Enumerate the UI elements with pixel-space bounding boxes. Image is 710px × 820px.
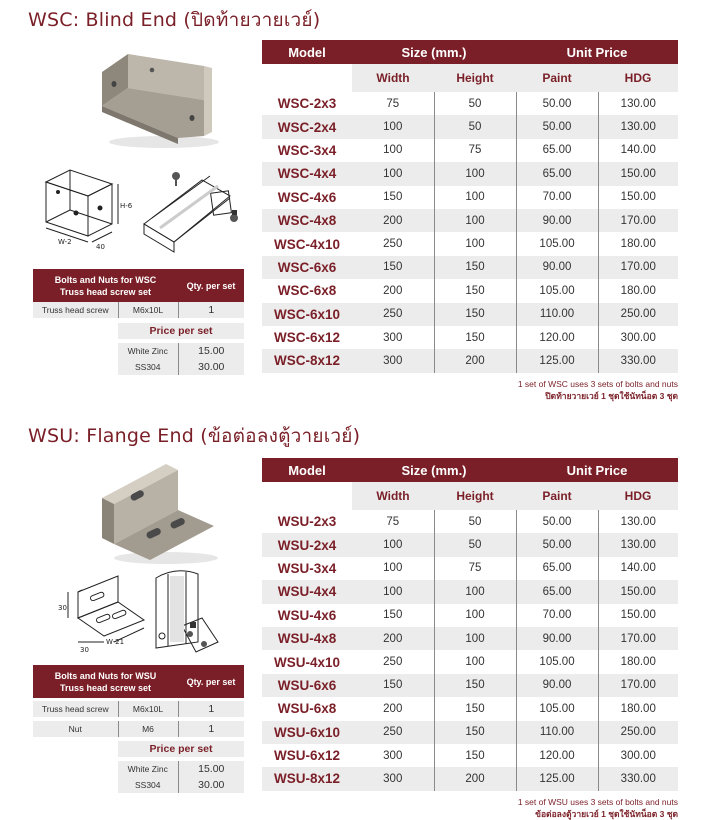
wsu-note	[262, 796, 678, 820]
wsu-cell-width: 100	[352, 533, 434, 556]
wsc-width-header: Width	[352, 64, 434, 92]
wsu-table-row	[262, 767, 678, 790]
wsc-model-header: Model	[262, 40, 352, 64]
wsc-qty-header: Qty. per set	[178, 269, 244, 302]
wsu-bolt-size: M6x10L	[118, 701, 178, 717]
wsu-table-row	[262, 557, 678, 580]
wsc-cell-paint: 120.00	[516, 326, 598, 349]
wsu-dim-w: W-21	[106, 638, 125, 646]
wsc-table-row	[262, 209, 678, 232]
wsu-cell-hdg: 300.00	[620, 749, 656, 762]
wsc-product-image	[92, 40, 222, 150]
wsu-table-row	[262, 744, 678, 767]
wsu-cell-paint: 50.00	[516, 533, 598, 556]
wsc-table-row	[262, 303, 678, 326]
wsc-cell-paint: 90.00	[516, 256, 598, 279]
wsc-cell-paint: 105.00	[516, 232, 598, 255]
wsu-cell-model: WSU-3x4	[277, 560, 337, 576]
wsu-cell-hdg: 150.00	[598, 580, 678, 603]
wsu-cell-height: 75	[434, 557, 516, 580]
wsu-table-row	[262, 650, 678, 673]
wsu-cell-height: 100	[434, 580, 516, 603]
wsc-cell-paint: 125.00	[516, 349, 598, 372]
wsc-cell-height: 150	[434, 279, 516, 302]
wsu-cell-model: WSU-4x8	[262, 627, 352, 650]
wsc-bolt-size: M6x10L	[118, 302, 178, 318]
wsu-cell-width: 75	[352, 510, 434, 533]
wsc-cell-width: 300	[352, 326, 434, 349]
wsu-cell-width: 150	[352, 674, 434, 697]
wsc-bolts-header-line2: Truss head screw set	[59, 286, 152, 297]
wsu-hdg-header: HDG	[598, 482, 678, 510]
wsc-cell-height: 50	[434, 92, 516, 115]
wsu-cell-model: WSU-6x12	[273, 748, 341, 764]
wsu-unit-price-header: Unit Price	[516, 458, 678, 482]
wsu-cell-width: 200	[352, 697, 434, 720]
wsc-dim-d: 40	[96, 243, 105, 251]
wsu-table-body	[262, 510, 678, 791]
wsu-price-finish: SS304	[118, 777, 178, 793]
wsu-note-th: ข้อต่อลงตู้วายเวย์ 1 ชุดใช้นัทน็อต 3 ชุด	[535, 809, 678, 819]
wsu-cell-height: 150	[434, 744, 516, 767]
wsc-cell-model: WSC-8x12	[262, 349, 352, 372]
wsc-cell-paint: 50.00	[516, 92, 598, 115]
wsc-price-row	[33, 359, 244, 375]
wsu-bolts-table	[33, 665, 244, 793]
wsc-cell-paint: 65.00	[516, 139, 598, 162]
wsc-cell-width: 75	[352, 92, 434, 115]
wsc-price-row	[33, 343, 244, 359]
wsu-cell-hdg: 330.00	[598, 767, 678, 790]
wsu-cell-model: WSU-2x4	[262, 533, 352, 556]
wsc-bolt-name: Truss head screw	[33, 302, 118, 318]
wsc-cell-paint: 65.00	[516, 162, 598, 185]
wsu-cell-model: WSU-4x6	[277, 607, 337, 623]
wsu-bolt-row	[33, 701, 244, 717]
wsc-cell-model: WSC-6x8	[277, 283, 337, 299]
wsu-bolt-size: M6	[118, 721, 178, 737]
wsc-bolts-table	[33, 269, 244, 375]
wsc-cell-hdg: 140.00	[620, 144, 656, 157]
wsc-price-value: 30.00	[178, 359, 244, 375]
wsc-cell-width: 200	[352, 209, 434, 232]
wsu-cell-hdg: 150.00	[620, 609, 656, 622]
wsu-cell-paint: 105.00	[516, 697, 598, 720]
wsu-price-value: 15.00	[178, 761, 244, 777]
wsc-cell-paint: 110.00	[516, 303, 598, 326]
wsu-table-row	[262, 533, 678, 556]
wsu-table-row	[262, 580, 678, 603]
wsu-bolts-header-line1: Bolts and Nuts for WSU	[54, 670, 157, 681]
wsc-table-row	[262, 162, 678, 185]
wsu-cell-width: 150	[352, 604, 434, 627]
wsc-cell-width: 200	[352, 279, 434, 302]
wsc-table-row	[262, 232, 678, 255]
wsu-table-row	[262, 627, 678, 650]
wsu-cell-width: 100	[352, 557, 434, 580]
wsc-price-finish: SS304	[118, 359, 178, 375]
wsc-unit-price-header: Unit Price	[516, 40, 678, 64]
wsu-cell-height: 100	[434, 650, 516, 673]
wsc-table-row	[262, 92, 678, 115]
wsc-cell-model: WSC-4x8	[262, 209, 352, 232]
wsc-hdg-header: HDG	[598, 64, 678, 92]
wsu-dim-d: 30	[80, 646, 89, 654]
wsc-price-value: 15.00	[178, 343, 244, 359]
wsu-cell-paint: 125.00	[516, 767, 598, 790]
wsc-cell-hdg: 180.00	[620, 238, 656, 251]
wsc-cell-height: 100	[434, 209, 516, 232]
wsc-table-row	[262, 186, 678, 209]
wsc-cell-hdg: 250.00	[598, 303, 678, 326]
wsu-table-row	[262, 604, 678, 627]
wsc-cell-height: 100	[434, 186, 516, 209]
wsc-cell-hdg: 130.00	[598, 115, 678, 138]
wsu-cell-height: 150	[434, 674, 516, 697]
wsc-price-header: Price per set	[118, 323, 244, 339]
wsc-cell-width: 300	[352, 349, 434, 372]
wsc-cell-hdg: 130.00	[620, 97, 656, 110]
wsc-paint-header: Paint	[516, 64, 598, 92]
wsu-price-value: 30.00	[178, 777, 244, 793]
wsc-price-table	[262, 40, 678, 373]
wsc-size-header: Size (mm.)	[352, 40, 516, 64]
wsc-cell-hdg: 180.00	[620, 284, 656, 297]
wsc-bolts-header-line1: Bolts and Nuts for WSC	[54, 274, 157, 285]
wsc-cell-model: WSC-6x10	[262, 303, 352, 326]
wsu-dimension-drawing	[58, 572, 154, 658]
wsc-table-row	[262, 326, 678, 349]
wsu-note-en: 1 set of WSU uses 3 sets of bolts and nuts	[517, 797, 678, 807]
wsc-dimension-drawing	[36, 164, 136, 254]
wsu-cell-model: WSU-6x10	[262, 721, 352, 744]
wsc-cell-height: 50	[434, 115, 516, 138]
wsu-model-header: Model	[262, 458, 352, 482]
wsc-table-body	[262, 92, 678, 373]
wsu-dim-h: 30	[58, 604, 67, 612]
wsc-note-th: ปิดท้ายวายเวย์ 1 ชุดใช้นัทน็อต 3 ชุด	[545, 391, 678, 401]
wsc-cell-width: 250	[352, 303, 434, 326]
wsu-cell-height: 150	[434, 721, 516, 744]
wsu-price-finish: White Zinc	[118, 761, 178, 777]
wsu-width-header: Width	[352, 482, 434, 510]
wsu-cell-model: WSU-2x3	[277, 514, 337, 530]
wsu-cell-paint: 65.00	[516, 557, 598, 580]
wsc-cell-paint: 50.00	[516, 115, 598, 138]
wsc-cell-height: 150	[434, 303, 516, 326]
wsu-size-header: Size (mm.)	[352, 458, 516, 482]
wsu-cell-height: 50	[434, 533, 516, 556]
wsc-cell-hdg: 170.00	[598, 256, 678, 279]
wsc-cell-model: WSC-4x4	[262, 162, 352, 185]
wsu-cell-paint: 65.00	[516, 580, 598, 603]
wsc-price-finish: White Zinc	[118, 343, 178, 359]
wsc-table-row	[262, 279, 678, 302]
wsu-cell-height: 100	[434, 627, 516, 650]
wsc-installation-drawing	[140, 168, 248, 256]
wsc-cell-height: 150	[434, 326, 516, 349]
wsu-bolt-row	[33, 721, 244, 737]
wsu-cell-model: WSU-8x12	[262, 767, 352, 790]
wsc-section-title: WSC: Blind End (ปิดท้ายวายเวย์)	[28, 9, 321, 31]
wsc-cell-hdg: 150.00	[620, 191, 656, 204]
wsu-cell-height: 50	[434, 510, 516, 533]
wsu-qty-header: Qty. per set	[178, 665, 244, 698]
wsc-note	[262, 378, 678, 402]
wsu-cell-height: 200	[434, 767, 516, 790]
wsc-cell-model: WSC-4x6	[277, 189, 337, 205]
wsc-cell-width: 100	[352, 162, 434, 185]
wsc-cell-width: 100	[352, 139, 434, 162]
wsc-cell-paint: 70.00	[516, 186, 598, 209]
wsu-cell-paint: 120.00	[516, 744, 598, 767]
wsu-table-row	[262, 721, 678, 744]
wsu-cell-hdg: 180.00	[620, 656, 656, 669]
wsu-table-row	[262, 510, 678, 533]
wsu-installation-drawing	[146, 564, 242, 660]
wsu-cell-hdg: 250.00	[598, 721, 678, 744]
wsu-cell-width: 250	[352, 721, 434, 744]
wsu-paint-header: Paint	[516, 482, 598, 510]
wsu-cell-paint: 110.00	[516, 721, 598, 744]
wsu-cell-model: WSU-4x10	[273, 654, 341, 670]
wsc-cell-height: 100	[434, 232, 516, 255]
wsu-cell-paint: 90.00	[516, 627, 598, 650]
wsu-price-table	[262, 458, 678, 791]
wsu-bolt-name: Truss head screw	[33, 701, 118, 717]
wsu-section-title: WSU: Flange End (ข้อต่อลงตู้วายเวย์)	[28, 425, 361, 447]
wsc-cell-model: WSC-6x12	[273, 330, 341, 346]
wsu-bolts-header	[33, 665, 178, 698]
wsu-bolt-qty: 1	[178, 721, 244, 737]
wsc-cell-paint: 90.00	[516, 209, 598, 232]
wsc-table-row	[262, 139, 678, 162]
wsu-cell-hdg: 130.00	[598, 533, 678, 556]
wsc-cell-hdg: 330.00	[598, 349, 678, 372]
wsu-cell-width: 250	[352, 650, 434, 673]
wsc-cell-height: 150	[434, 256, 516, 279]
wsc-bolts-header	[33, 269, 178, 302]
wsu-cell-width: 200	[352, 627, 434, 650]
wsu-price-row	[33, 777, 244, 793]
wsu-bolts-header-line2: Truss head screw set	[59, 682, 152, 693]
wsu-cell-paint: 105.00	[516, 650, 598, 673]
wsc-cell-model: WSC-6x6	[262, 256, 352, 279]
wsu-cell-height: 150	[434, 697, 516, 720]
wsc-cell-hdg: 300.00	[620, 331, 656, 344]
wsu-cell-width: 100	[352, 580, 434, 603]
wsc-cell-model: WSC-3x4	[277, 142, 337, 158]
wsu-table-row	[262, 697, 678, 720]
wsc-cell-paint: 105.00	[516, 279, 598, 302]
wsu-cell-hdg: 140.00	[620, 562, 656, 575]
wsu-cell-height: 100	[434, 604, 516, 627]
wsc-table-row	[262, 256, 678, 279]
wsu-price-row	[33, 761, 244, 777]
wsc-cell-height: 100	[434, 162, 516, 185]
wsu-cell-paint: 70.00	[516, 604, 598, 627]
wsu-cell-width: 300	[352, 767, 434, 790]
wsu-cell-width: 300	[352, 744, 434, 767]
wsc-cell-width: 100	[352, 115, 434, 138]
wsc-cell-model: WSC-4x10	[273, 236, 341, 252]
wsc-height-header: Height	[434, 64, 516, 92]
wsc-table-row	[262, 349, 678, 372]
wsc-cell-hdg: 170.00	[598, 209, 678, 232]
wsc-cell-width: 150	[352, 256, 434, 279]
wsc-bolt-row	[33, 302, 244, 318]
wsc-note-en: 1 set of WSC uses 3 sets of bolts and nuts	[517, 379, 678, 389]
wsu-product-image	[96, 458, 224, 568]
wsc-cell-model: WSC-2x4	[262, 115, 352, 138]
wsu-cell-hdg: 130.00	[620, 515, 656, 528]
wsu-cell-model: WSU-4x4	[262, 580, 352, 603]
wsc-cell-model: WSC-2x3	[277, 96, 337, 112]
wsu-bolt-name: Nut	[33, 721, 118, 737]
wsu-cell-hdg: 170.00	[598, 674, 678, 697]
wsc-dim-w: W-2	[58, 238, 72, 246]
wsu-cell-model: WSU-6x6	[262, 674, 352, 697]
wsu-bolt-qty: 1	[178, 701, 244, 717]
wsu-price-header: Price per set	[118, 741, 244, 757]
wsu-table-row	[262, 674, 678, 697]
wsu-cell-model: WSU-6x8	[277, 701, 337, 717]
wsc-cell-height: 200	[434, 349, 516, 372]
wsc-cell-height: 75	[434, 139, 516, 162]
wsc-bolt-qty: 1	[178, 302, 244, 318]
wsu-cell-hdg: 180.00	[620, 702, 656, 715]
wsu-cell-paint: 50.00	[516, 510, 598, 533]
wsc-dim-h: H-6	[120, 202, 133, 210]
wsc-cell-width: 250	[352, 232, 434, 255]
wsu-cell-paint: 90.00	[516, 674, 598, 697]
wsc-table-row	[262, 115, 678, 138]
wsc-cell-hdg: 150.00	[598, 162, 678, 185]
wsc-cell-width: 150	[352, 186, 434, 209]
wsu-height-header: Height	[434, 482, 516, 510]
wsu-cell-hdg: 170.00	[598, 627, 678, 650]
